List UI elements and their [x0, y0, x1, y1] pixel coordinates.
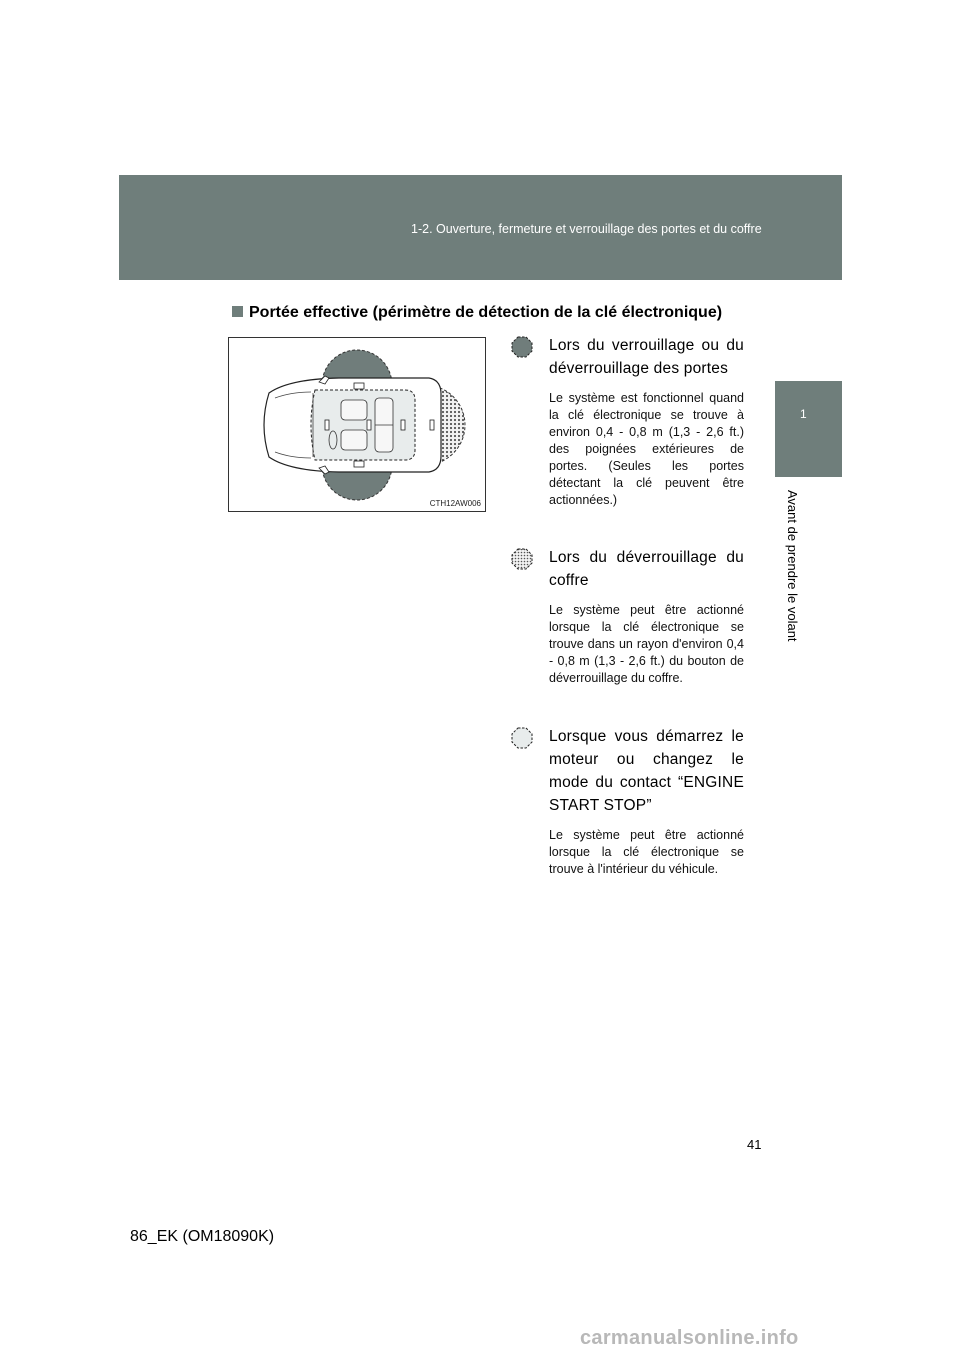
document-code: 86_EK (OM18090K) — [130, 1228, 275, 1245]
item-body: Le système peut être actionné lorsque la clé électronique se trouve à l'intérieur du véhicule. — [549, 828, 744, 876]
car-top-view-diagram — [229, 338, 485, 511]
chapter-label: Avant de prendre le volant — [785, 490, 800, 642]
watermark: carmanualsonline.info — [580, 1327, 799, 1349]
figure-code: CTH12AW006 — [429, 499, 481, 508]
dotted-octagon-icon — [511, 548, 533, 570]
chapter-tab — [775, 381, 842, 477]
item-title: Lorsque vous démarrez le moteur ou changez le mode du contact “ENGINE START STOP” — [549, 728, 744, 814]
detection-range-figure — [228, 337, 486, 512]
item-title: Lors du déverrouillage du coffre — [549, 549, 744, 589]
page-number: 41 — [747, 1137, 762, 1152]
item-body: Le système est fonctionnel quand la clé électronique se trouve à environ 0,4 - 0,8 m (1,3 - 2,6 ft.) des poignées extérieures de portes. (Seules les portes détectant la clé peuvent être actionnées.) — [549, 391, 744, 507]
item-body: Le système peut être actionné lorsque la clé électronique se trouve dans un rayon d'environ 0,4 - 0,8 m (1,3 - 2,6 ft.) du bouton de déverrouillage du coffre. — [549, 603, 744, 685]
dark-filled-octagon-icon — [511, 336, 533, 358]
light-octagon-icon — [511, 727, 533, 749]
item-title: Lors du verrouillage ou du déverrouillage des portes — [549, 337, 744, 377]
list-item — [511, 546, 744, 687]
chapter-number: 1 — [800, 407, 807, 421]
breadcrumb: 1-2. Ouverture, fermeture et verrouillage des portes et du coffre — [411, 222, 762, 236]
section-heading — [232, 304, 722, 322]
square-bullet-icon — [232, 306, 243, 317]
list-item — [511, 334, 744, 509]
chapter-label-container — [785, 490, 806, 642]
list-item — [511, 725, 744, 878]
section-heading-text: Portée effective (périmètre de détection de la clé électronique) — [249, 304, 723, 321]
